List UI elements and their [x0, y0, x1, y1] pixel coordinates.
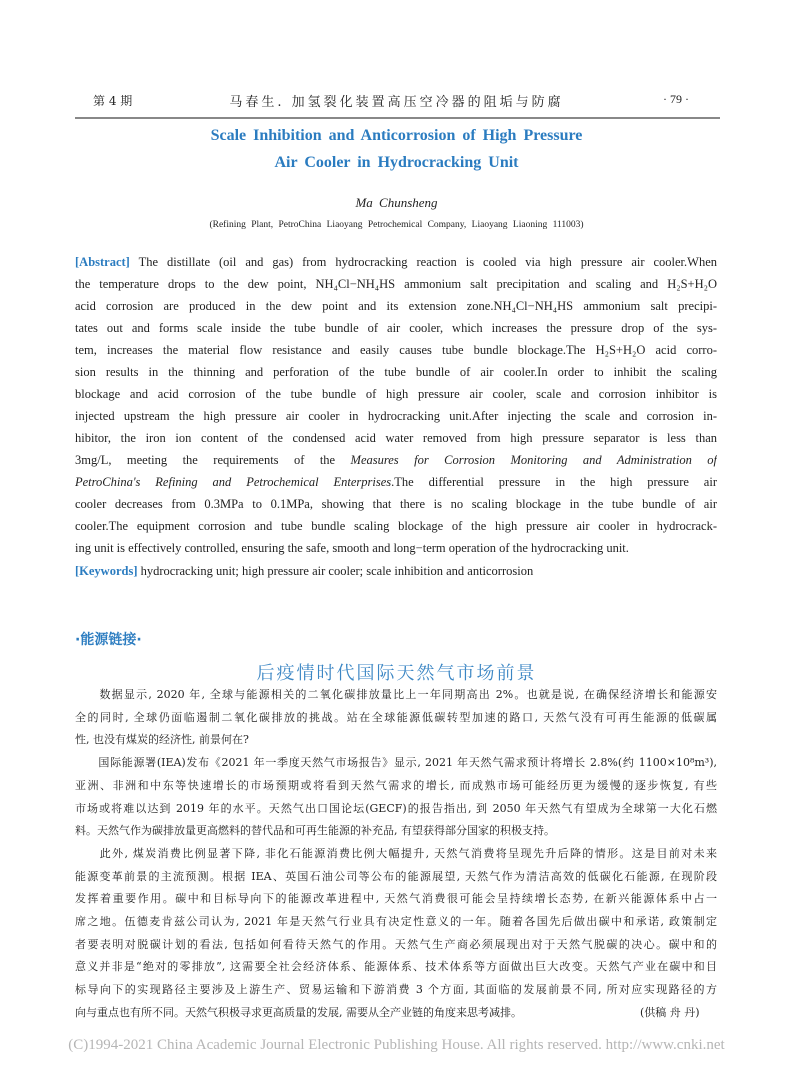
running-title: 马春生. 加氢裂化装置高压空冷器的阻垢与防腐	[229, 95, 564, 110]
credit: (供稿 舟 丹)	[640, 1005, 700, 1019]
abstract-text: tates out and forms scale inside the tube bundle of air cooler, which increases the pressure drop of the sys-	[75, 321, 717, 335]
section-label: ·能源链接·	[75, 632, 142, 648]
paragraph-line: 能源变革前景的主流预测。根据 IEA、英国石油公司等公布的能源展望, 天然气作为清洁高效的低碳化石能源, 在现阶段	[75, 869, 717, 883]
abstract-line	[75, 473, 717, 491]
abstract-text: blockage and acid corrosion of the tube bundle of high pressure air cooler, scale and corrosion inhibitor is	[75, 387, 717, 401]
paragraph-line: 料。天然气作为碳排放量更高燃料的替代品和可再生能源的补充品, 有望获得部分国家的积极支持。	[75, 824, 555, 838]
paragraph-line: 数据显示, 2020 年, 全球与能源相关的二氧化碳排放量比上一年同期高出 2%。也就是说, 在确保经济增长和能源安	[75, 688, 717, 701]
abstract-line	[75, 275, 717, 293]
abstract-text: injected upstream the high pressure air cooler in hydrocracking unit.After injecting the scale and corrosion in-	[75, 409, 717, 423]
abstract-line	[75, 297, 717, 315]
keywords	[75, 562, 717, 580]
abstract-line	[75, 451, 717, 469]
abstract-line	[75, 429, 717, 447]
abstract-line	[75, 539, 717, 557]
abstract-text: acid corrosion are produced in the dew point and its extension zone.NH₄Cl−NH₄HS ammonium salt precipi-	[75, 299, 717, 313]
page-number: · 79 ·	[663, 92, 689, 106]
abstract-line	[75, 341, 717, 359]
paragraph-line: 者要表明对脱碳计划的看法, 包括如何看待天然气的作用。天然气生产商必须展现出对于天然气脱碳的决心。碳中和的	[75, 937, 717, 951]
header-rule	[75, 117, 720, 119]
keywords-text: hydrocracking unit; high pressure air cooler; scale inhibition and anticorrosion	[140, 564, 534, 578]
news-title: 后疫情时代国际天然气市场前景	[256, 663, 537, 684]
author: Ma Chunsheng	[355, 195, 438, 210]
abstract-line	[75, 319, 717, 337]
paragraph-line: 向与重点也有所不同。天然气积极寻求更高质量的发展, 需要从全产业链的角度来思考减排。	[75, 1005, 522, 1019]
abstract-line	[75, 495, 717, 513]
abstract-label: [Abstract]	[75, 255, 130, 269]
abstract-line	[75, 407, 717, 425]
abstract-text: 3mg/L, meeting the requirements of the	[75, 453, 351, 467]
abstract-text: tem, increases the material flow resistance and easily causes tube bundle blockage.The H₂S+H₂O acid corro-	[75, 343, 717, 357]
article-title-line-2: Air Cooler in Hydrocracking Unit	[274, 154, 519, 171]
paragraph-line: 国际能源署(IEA)发布《2021 年一季度天然气市场报告》显示, 2021 年天然气需求预计将增长 2.8%(约 1100×10⁸m³),	[75, 756, 717, 770]
paragraph-line: 亚洲、非洲和中东等快速增长的市场预期或将看到天然气需求的增长, 而成熟市场可能经历更为缓慢的逐步恢复, 有些	[75, 778, 717, 792]
abstract-line	[75, 385, 717, 403]
issue-number: 第 4 期	[93, 94, 133, 108]
abstract-text: The distillate (oil and gas) from hydrocracking reaction is cooled via high pressure air cooler.When	[138, 255, 717, 269]
abstract-line	[75, 517, 717, 535]
abstract-text: cooler decreases from 0.3MPa to 0.1MPa, showing that there is no scaling blockage in the tube bundle of air	[75, 497, 717, 511]
abstract-text: ing unit is effectively controlled, ensuring the safe, smooth and long−term operation of the hydrocracking unit.	[75, 541, 629, 555]
affiliation: (Refining Plant, PetroChina Liaoyang Petrochemical Company, Liaoyang Liaoning 111003)	[209, 220, 584, 230]
abstract-text: the temperature drops to the dew point, NH₄Cl−NH₄HS ammonium salt precipitation and scaling and H₂S+H₂O	[75, 277, 717, 291]
abstract-text: Measures for Corrosion Monitoring and Administration of	[350, 453, 717, 467]
paragraph-line: 席之地。伍德麦肯兹公司认为, 2021 年是天然气行业具有决定性意义的一年。随着各国先后做出碳中和承诺, 政策制定	[75, 915, 717, 928]
abstract-text: cooler.The equipment corrosion and tube bundle scaling blockage of the high pressure air cooler in hydrocrack-	[75, 519, 717, 533]
abstract-text: sion results in the thinning and perforation of the tube bundle of air cooler.In order to inhibit the scaling	[75, 365, 717, 379]
paragraph-line: 标导向下的实现路径主要涉及上游生产、贸易运输和下游消费 3 个方面, 其面临的发展前景不同, 所对应实现路径的方	[75, 983, 717, 997]
paragraph-line: 市场或将难以达到 2019 年的水平。天然气出口国论坛(GECF)的报告指出, 到 2050 年天然气有望成为全球第一大化石燃	[75, 801, 717, 815]
paragraph-line: 全的同时, 全球仍面临遏制二氧化碳排放的挑战。站在全球能源低碳转型加速的路口, 天然气没有可再生能源的低碳属	[75, 710, 717, 724]
abstract-line	[75, 363, 717, 381]
abstract-text: hibitor, the iron ion content of the condensed acid water removed from high pressure separator is less than	[75, 431, 717, 445]
paragraph-line: 意义并非是“绝对的零排放”, 这需要全社会经济体系、能源体系、技术体系等方面做出巨大改变。天然气产业在碳中和目	[75, 960, 717, 974]
paragraph-line: 发挥着重要作用。碳中和目标导向下的能源改革进程中, 天然气消费很可能会呈持续增长态势, 在新兴能源体系中占一	[75, 892, 717, 906]
paragraph-line: 此外, 煤炭消费比例显著下降, 非化石能源消费比例大幅提升, 天然气消费将呈现先升后降的情形。这是目前对未来	[75, 846, 717, 860]
paragraph-line: 性, 也没有煤炭的经济性, 前景何在?	[75, 733, 249, 747]
abstract-line	[75, 253, 717, 271]
keywords-label: [Keywords]	[75, 564, 138, 578]
abstract-text: .The differential pressure in the high pressure air	[391, 475, 717, 489]
abstract-text: PetroChina's Refining and Petrochemical Enterprises	[75, 475, 392, 489]
article-title-line-1: Scale Inhibition and Anticorrosion of High Pressure	[210, 127, 583, 144]
copyright-footer: (C)1994-2021 China Academic Journal Electronic Publishing House. All rights reserved. http://www.cnki.net	[68, 1037, 725, 1053]
